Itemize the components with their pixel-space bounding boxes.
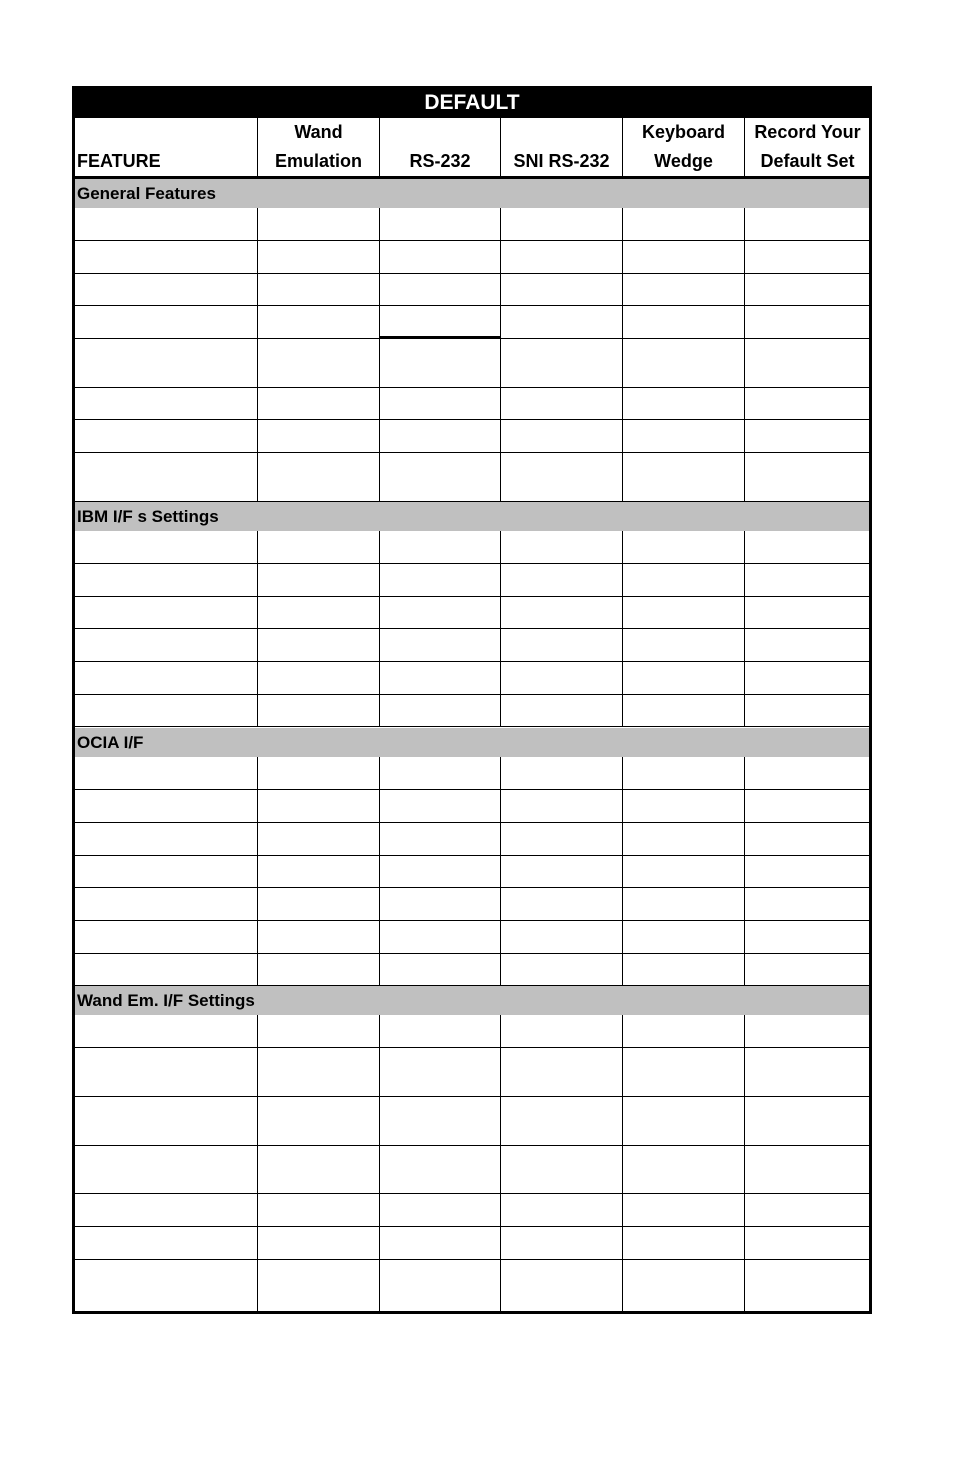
table-cell-rs-232 bbox=[379, 453, 500, 501]
table-cell-record-default-set bbox=[744, 1097, 870, 1145]
table-cell-rs-232 bbox=[379, 597, 500, 628]
table-cell-record-default-set bbox=[744, 597, 870, 628]
table-cell-wand-emulation bbox=[257, 888, 379, 920]
table-cell-wand-emulation bbox=[257, 597, 379, 628]
table-cell-keyboard-wedge bbox=[622, 888, 744, 920]
table-cell-rs-232 bbox=[379, 208, 500, 240]
table-cell-record-default-set bbox=[744, 856, 870, 887]
section-ocia: OCIA I/F bbox=[75, 728, 869, 757]
table-row bbox=[75, 1146, 869, 1194]
table-cell-wand-emulation bbox=[257, 1260, 379, 1311]
table-title: DEFAULT bbox=[75, 87, 869, 118]
default-settings-table bbox=[72, 86, 872, 1314]
table-cell-sni-rs-232 bbox=[500, 757, 622, 789]
table-cell-keyboard-wedge bbox=[622, 662, 744, 694]
table-cell-feature bbox=[75, 597, 257, 628]
table-cell-record-default-set bbox=[744, 662, 870, 694]
table-cell-feature bbox=[75, 1048, 257, 1096]
table-cell-sni-rs-232 bbox=[500, 274, 622, 305]
table-cell-record-default-set bbox=[744, 1227, 870, 1259]
table-cell-keyboard-wedge bbox=[622, 1260, 744, 1311]
table-row bbox=[75, 208, 869, 241]
table-cell-keyboard-wedge bbox=[622, 420, 744, 452]
table-cell-record-default-set bbox=[744, 695, 870, 726]
table-cell-keyboard-wedge bbox=[622, 1227, 744, 1259]
table-cell-wand-emulation bbox=[257, 388, 379, 419]
column-header-keyboard-wedge bbox=[622, 118, 744, 177]
column-header-line2: FEATURE bbox=[77, 151, 161, 171]
table-cell-sni-rs-232 bbox=[500, 453, 622, 501]
table-cell-sni-rs-232 bbox=[500, 1194, 622, 1226]
table-cell-sni-rs-232 bbox=[500, 1048, 622, 1096]
table-cell-sni-rs-232 bbox=[500, 1227, 622, 1259]
table-cell-feature bbox=[75, 662, 257, 694]
table-cell-feature bbox=[75, 757, 257, 789]
table-cell-rs-232 bbox=[379, 339, 500, 387]
table-cell-wand-emulation bbox=[257, 531, 379, 563]
table-cell-keyboard-wedge bbox=[622, 790, 744, 822]
table-cell-record-default-set bbox=[744, 1260, 870, 1311]
table-cell-sni-rs-232 bbox=[500, 1260, 622, 1311]
table-cell-keyboard-wedge bbox=[622, 1146, 744, 1193]
table-row bbox=[75, 921, 869, 954]
table-cell-keyboard-wedge bbox=[622, 208, 744, 240]
column-header-line1: Keyboard bbox=[641, 122, 726, 142]
column-header-line2: Wedge bbox=[654, 151, 713, 171]
table-cell-wand-emulation bbox=[257, 274, 379, 305]
table-cell-record-default-set bbox=[744, 823, 870, 855]
table-cell-wand-emulation bbox=[257, 662, 379, 694]
section-wand-em-settings: Wand Em. I/F Settings bbox=[75, 986, 869, 1015]
table-row bbox=[75, 757, 869, 790]
table-cell-keyboard-wedge bbox=[622, 339, 744, 387]
table-cell-keyboard-wedge bbox=[622, 757, 744, 789]
table-cell-rs-232 bbox=[379, 564, 500, 596]
table-row bbox=[75, 1260, 869, 1312]
table-cell-sni-rs-232 bbox=[500, 954, 622, 985]
table-row bbox=[75, 1227, 869, 1260]
table-cell-feature bbox=[75, 921, 257, 953]
column-header-sni-rs-232 bbox=[500, 118, 622, 177]
table-cell-sni-rs-232 bbox=[500, 597, 622, 628]
table-cell-sni-rs-232 bbox=[500, 1015, 622, 1047]
column-header-rs-232 bbox=[379, 118, 500, 177]
table-cell-rs-232 bbox=[379, 695, 500, 726]
table-row bbox=[75, 954, 869, 986]
table-cell-rs-232 bbox=[379, 1048, 500, 1096]
table-cell-feature bbox=[75, 1260, 257, 1311]
table-cell-wand-emulation bbox=[257, 629, 379, 661]
table-cell-feature bbox=[75, 306, 257, 338]
table-cell-rs-232 bbox=[379, 856, 500, 887]
table-cell-record-default-set bbox=[744, 888, 870, 920]
table-cell-record-default-set bbox=[744, 420, 870, 452]
table-cell-keyboard-wedge bbox=[622, 564, 744, 596]
table-cell-feature bbox=[75, 856, 257, 887]
table-cell-keyboard-wedge bbox=[622, 823, 744, 855]
table-row bbox=[75, 339, 869, 388]
table-cell-record-default-set bbox=[744, 790, 870, 822]
table-cell-sni-rs-232 bbox=[500, 888, 622, 920]
table-cell-keyboard-wedge bbox=[622, 629, 744, 661]
table-cell-feature bbox=[75, 1015, 257, 1047]
table-cell-record-default-set bbox=[744, 453, 870, 501]
table-cell-feature bbox=[75, 453, 257, 501]
table-cell-rs-232 bbox=[379, 1097, 500, 1145]
table-row bbox=[75, 597, 869, 629]
table-cell-record-default-set bbox=[744, 954, 870, 985]
table-cell-record-default-set bbox=[744, 339, 870, 387]
table-cell-feature bbox=[75, 823, 257, 855]
table-cell-sni-rs-232 bbox=[500, 629, 622, 661]
table-cell-wand-emulation bbox=[257, 453, 379, 501]
table-cell-keyboard-wedge bbox=[622, 388, 744, 419]
section-ibm-settings: IBM I/F s Settings bbox=[75, 502, 869, 531]
table-cell-feature bbox=[75, 629, 257, 661]
table-cell-wand-emulation bbox=[257, 208, 379, 240]
table-cell-wand-emulation bbox=[257, 1015, 379, 1047]
table-cell-record-default-set bbox=[744, 531, 870, 563]
table-cell-wand-emulation bbox=[257, 757, 379, 789]
table-row bbox=[75, 388, 869, 420]
table-row bbox=[75, 695, 869, 727]
table-cell-sni-rs-232 bbox=[500, 823, 622, 855]
table-cell-wand-emulation bbox=[257, 823, 379, 855]
table-cell-sni-rs-232 bbox=[500, 388, 622, 419]
table-row bbox=[75, 1194, 869, 1227]
table-cell-sni-rs-232 bbox=[500, 790, 622, 822]
table-cell-keyboard-wedge bbox=[622, 695, 744, 726]
table-cell-keyboard-wedge bbox=[622, 1097, 744, 1145]
table-cell-keyboard-wedge bbox=[622, 1194, 744, 1226]
column-header-line2: SNI RS-232 bbox=[513, 151, 610, 171]
section-general-features: General Features bbox=[75, 179, 869, 208]
table-cell-wand-emulation bbox=[257, 420, 379, 452]
table-cell-wand-emulation bbox=[257, 1194, 379, 1226]
table-cell-feature bbox=[75, 388, 257, 419]
table-cell-record-default-set bbox=[744, 306, 870, 338]
table-cell-wand-emulation bbox=[257, 954, 379, 985]
table-cell-sni-rs-232 bbox=[500, 1097, 622, 1145]
table-cell-wand-emulation bbox=[257, 856, 379, 887]
table-cell-feature bbox=[75, 531, 257, 563]
table-cell-feature bbox=[75, 1097, 257, 1145]
table-cell-record-default-set bbox=[744, 388, 870, 419]
table-cell-sni-rs-232 bbox=[500, 420, 622, 452]
table-row bbox=[75, 823, 869, 856]
table-row bbox=[75, 1015, 869, 1048]
table-cell-keyboard-wedge bbox=[622, 453, 744, 501]
table-cell-sni-rs-232 bbox=[500, 241, 622, 273]
column-header-wand-emulation bbox=[257, 118, 379, 177]
table-row bbox=[75, 241, 869, 274]
table-cell-record-default-set bbox=[744, 241, 870, 273]
table-cell-wand-emulation bbox=[257, 339, 379, 387]
table-cell-keyboard-wedge bbox=[622, 306, 744, 338]
table-cell-rs-232 bbox=[379, 629, 500, 661]
table-cell-rs-232 bbox=[379, 306, 500, 338]
table-row bbox=[75, 1048, 869, 1097]
table-cell-feature bbox=[75, 790, 257, 822]
table-cell-wand-emulation bbox=[257, 241, 379, 273]
table-cell-record-default-set bbox=[744, 757, 870, 789]
table-cell-keyboard-wedge bbox=[622, 954, 744, 985]
table-cell-rs-232 bbox=[379, 921, 500, 953]
table-cell-feature bbox=[75, 564, 257, 596]
table-cell-keyboard-wedge bbox=[622, 1048, 744, 1096]
column-header-line2: Default Set bbox=[760, 151, 855, 171]
table-cell-rs-232 bbox=[379, 1260, 500, 1311]
table-cell-rs-232 bbox=[379, 790, 500, 822]
table-cell-rs-232 bbox=[379, 1194, 500, 1226]
table-cell-feature bbox=[75, 208, 257, 240]
table-cell-rs-232 bbox=[379, 757, 500, 789]
table-cell-rs-232 bbox=[379, 1015, 500, 1047]
table-cell-feature bbox=[75, 420, 257, 452]
column-header-line1: Wand bbox=[294, 122, 343, 142]
table-cell-sni-rs-232 bbox=[500, 339, 622, 387]
table-row bbox=[75, 420, 869, 453]
table-cell-rs-232 bbox=[379, 531, 500, 563]
table-cell-keyboard-wedge bbox=[622, 241, 744, 273]
table-cell-record-default-set bbox=[744, 921, 870, 953]
column-header-line1 bbox=[380, 118, 500, 147]
table-row bbox=[75, 790, 869, 823]
table-cell-feature bbox=[75, 1146, 257, 1193]
column-header-line1 bbox=[501, 118, 622, 147]
column-header-feature bbox=[75, 118, 257, 177]
table-cell-keyboard-wedge bbox=[622, 531, 744, 563]
table-cell-sni-rs-232 bbox=[500, 208, 622, 240]
column-header-line2: RS-232 bbox=[409, 151, 471, 171]
table-cell-wand-emulation bbox=[257, 1146, 379, 1193]
table-row bbox=[75, 531, 869, 564]
table-cell-record-default-set bbox=[744, 1048, 870, 1096]
table-cell-rs-232 bbox=[379, 888, 500, 920]
table-cell-keyboard-wedge bbox=[622, 1015, 744, 1047]
table-cell-keyboard-wedge bbox=[622, 856, 744, 887]
table-cell-wand-emulation bbox=[257, 790, 379, 822]
table-cell-record-default-set bbox=[744, 1015, 870, 1047]
column-header-record-default-set bbox=[744, 118, 870, 177]
table-cell-sni-rs-232 bbox=[500, 306, 622, 338]
table-cell-rs-232 bbox=[379, 1146, 500, 1193]
table-cell-feature bbox=[75, 888, 257, 920]
table-cell-record-default-set bbox=[744, 274, 870, 305]
table-cell-wand-emulation bbox=[257, 921, 379, 953]
table-row bbox=[75, 564, 869, 597]
table-row bbox=[75, 888, 869, 921]
table-cell-sni-rs-232 bbox=[500, 564, 622, 596]
table-cell-feature bbox=[75, 1227, 257, 1259]
table-cell-feature bbox=[75, 695, 257, 726]
column-header-line1: Record Your bbox=[754, 122, 861, 142]
table-cell-keyboard-wedge bbox=[622, 597, 744, 628]
table-cell-rs-232 bbox=[379, 388, 500, 419]
table-row bbox=[75, 274, 869, 306]
table-row bbox=[75, 453, 869, 502]
table-cell-sni-rs-232 bbox=[500, 921, 622, 953]
table-cell-record-default-set bbox=[744, 564, 870, 596]
table-cell-rs-232 bbox=[379, 662, 500, 694]
table-cell-wand-emulation bbox=[257, 306, 379, 338]
table-row bbox=[75, 1097, 869, 1146]
column-header-line1 bbox=[77, 118, 257, 147]
table-cell-sni-rs-232 bbox=[500, 1146, 622, 1193]
table-cell-feature bbox=[75, 274, 257, 305]
column-header-line2: Emulation bbox=[274, 151, 362, 171]
table-cell-record-default-set bbox=[744, 1146, 870, 1193]
table-cell-keyboard-wedge bbox=[622, 274, 744, 305]
table-cell-sni-rs-232 bbox=[500, 531, 622, 563]
table-cell-rs-232 bbox=[379, 954, 500, 985]
table-cell-rs-232 bbox=[379, 1227, 500, 1259]
table-cell-sni-rs-232 bbox=[500, 695, 622, 726]
table-cell-sni-rs-232 bbox=[500, 662, 622, 694]
table-cell-record-default-set bbox=[744, 1194, 870, 1226]
table-row bbox=[75, 629, 869, 662]
table-cell-wand-emulation bbox=[257, 695, 379, 726]
table-cell-record-default-set bbox=[744, 208, 870, 240]
table-cell-rs-232 bbox=[379, 420, 500, 452]
table-cell-sni-rs-232 bbox=[500, 856, 622, 887]
table-cell-feature bbox=[75, 954, 257, 985]
table-cell-wand-emulation bbox=[257, 1097, 379, 1145]
table-cell-wand-emulation bbox=[257, 1227, 379, 1259]
table-cell-feature bbox=[75, 241, 257, 273]
table-cell-record-default-set bbox=[744, 629, 870, 661]
table-cell-rs-232 bbox=[379, 274, 500, 305]
table-cell-rs-232 bbox=[379, 823, 500, 855]
table-row bbox=[75, 856, 869, 888]
table-row bbox=[75, 662, 869, 695]
table-cell-keyboard-wedge bbox=[622, 921, 744, 953]
table-cell-feature bbox=[75, 339, 257, 387]
table-cell-wand-emulation bbox=[257, 1048, 379, 1096]
table-cell-wand-emulation bbox=[257, 564, 379, 596]
table-cell-rs-232 bbox=[379, 241, 500, 273]
table-cell-feature bbox=[75, 1194, 257, 1226]
table-row bbox=[75, 306, 869, 339]
